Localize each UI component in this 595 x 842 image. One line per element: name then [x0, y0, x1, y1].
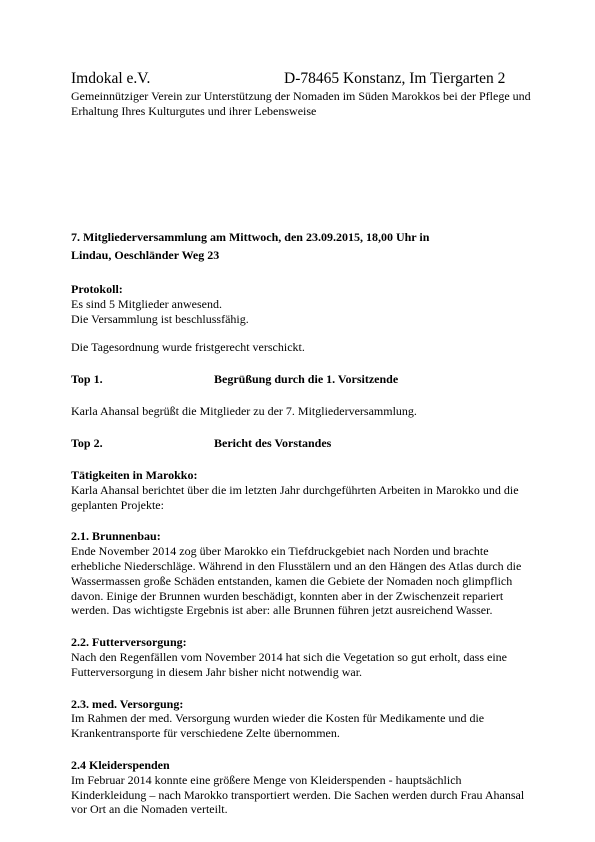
section-line: Im Rahmen der med. Versorgung wurden wieder die Kosten für Medikamente und die [71, 711, 485, 726]
section-line: vor Ort an die Nomaden verteilt. [71, 802, 228, 817]
quorum-line: Die Versammlung ist beschlussfähig. [71, 311, 249, 326]
section-line: werden. Das wichtigste Ergebnis ist aber: alle Brunnen führen jetzt ausreichend Wasser. [71, 603, 493, 618]
activities-text-line: geplanten Projekte: [71, 497, 164, 512]
activities-heading: Tätigkeiten in Marokko: [71, 467, 198, 482]
section-line: Nach den Regenfällen vom November 2014 hat sich die Vegetation so gut erholt, dass eine [71, 649, 507, 664]
agenda-item-top2 [71, 436, 541, 451]
meeting-title-line: 7. Mitgliederversammlung am Mittwoch, den 23.09.2015, 18,00 Uhr in [71, 230, 430, 244]
section-line: Futterversorgung in diesem Jahr bisher nicht notwendig war. [71, 664, 363, 679]
section-line: Wassermassen große Schäden entstanden, kamen die Gebiete der Nomaden noch glimpflich [71, 573, 513, 588]
organization-tagline: Gemeinnütziger Verein zur Unterstützung der Nomaden im Süden Marokkos bei der Pflege und Erhaltung Ihres Kulturgutes und ihrer Lebensweise [71, 89, 531, 118]
meeting-location-line: Lindau, Oeschländer Weg 23 [71, 247, 220, 262]
minutes-body [71, 282, 541, 817]
section-line: davon. Einige der Brunnen wurden beschädigt, konnten aber in der Zwischenzeit repariert [71, 588, 504, 603]
section-heading-futterversorgung: 2.2. Futterversorgung: [71, 635, 187, 650]
agenda-item-title: Begrüßung durch die 1. Vorsitzende [214, 372, 399, 387]
section-heading-med-versorgung: 2.3. med. Versorgung: [71, 696, 184, 711]
agenda-item-title: Bericht des Vorstandes [214, 435, 332, 450]
section-heading-brunnenbau: 2.1. Brunnenbau: [71, 529, 161, 544]
section-heading-kleiderspenden: 2.4 Kleiderspenden [71, 757, 170, 772]
section-line: Im Februar 2014 konnte eine größere Menge von Kleiderspenden - hauptsächlich [71, 772, 462, 787]
protokoll-heading: Protokoll: [71, 282, 123, 296]
section-line: erhebliche Niederschläge. Während in den Flusstälern und an den Hängen des Atlas durch die [71, 558, 522, 573]
meeting-title [71, 229, 541, 264]
attendance-line: Es sind 5 Mitglieder anwesend. [71, 296, 222, 311]
top1-text: Karla Ahansal begrüßt die Mitglieder zu der 7. Mitgliederversammlung. [71, 404, 417, 419]
organization-address: D-78465 Konstanz, Im Tiergarten 2 [284, 70, 506, 87]
agenda-item-number: Top 2. [71, 435, 103, 450]
organization-name: Imdokal e.V. [71, 70, 151, 87]
agenda-item-number: Top 1. [71, 372, 103, 387]
activities-text-line: Karla Ahansal berichtet über die im letzten Jahr durchgeführten Arbeiten in Marokko und die [71, 482, 519, 497]
agenda-note: Die Tagesordnung wurde fristgerecht verschickt. [71, 340, 305, 355]
section-line: Ende November 2014 zog über Marokko ein Tiefdruckgebiet nach Norden und brachte [71, 544, 489, 559]
section-line: Kinderkleidung – nach Marokko transportiert werden. Die Sachen werden durch Frau Ahansal [71, 787, 525, 802]
agenda-item-top1 [71, 372, 541, 387]
section-line: Krankentransporte für verschiedene Zelte übernommen. [71, 726, 340, 741]
